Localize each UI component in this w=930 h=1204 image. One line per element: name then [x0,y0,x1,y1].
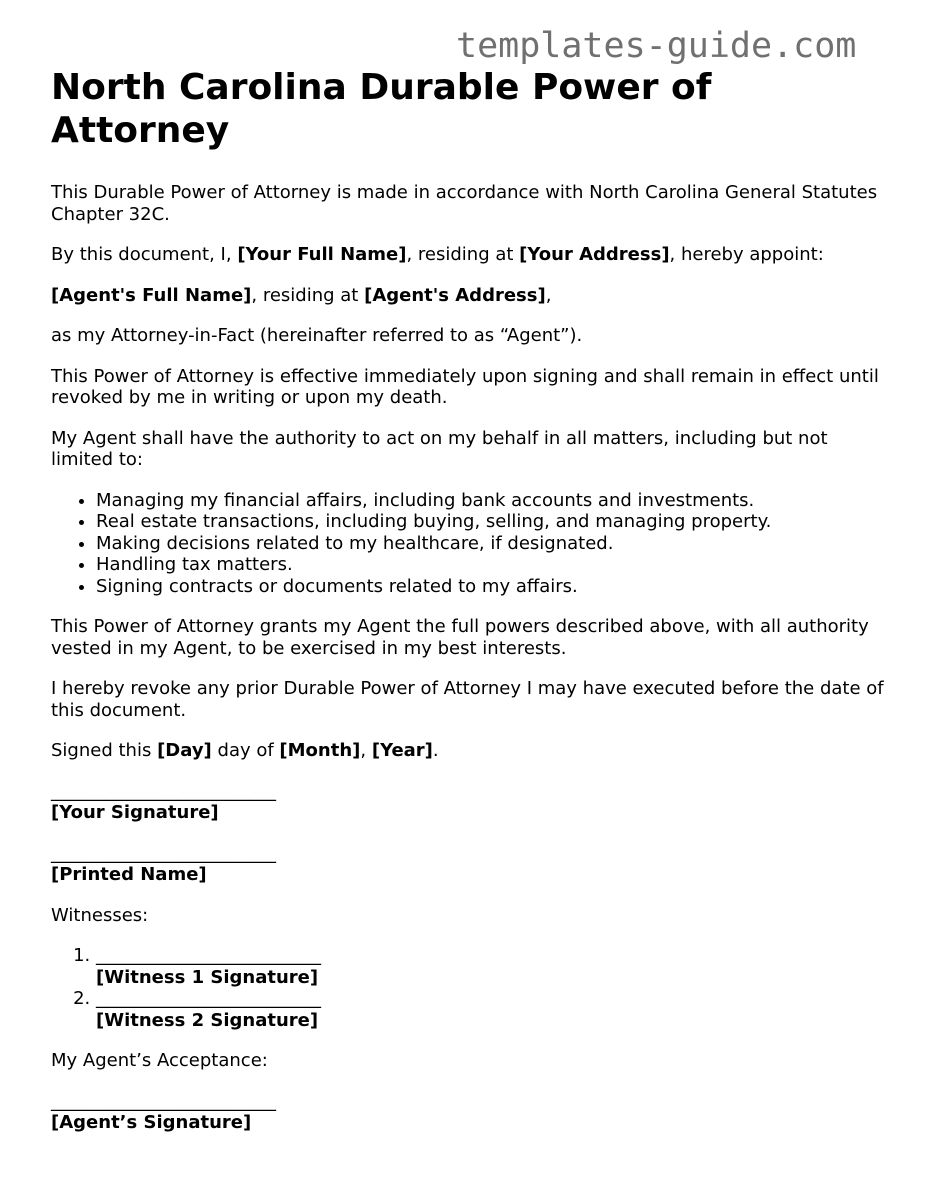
list-item: • Making decisions related to my healthcare, if designated. [96,533,891,555]
revoke-paragraph: I hereby revoke any prior Durable Power of Attorney I may have executed before the date of this document. [51,678,884,721]
printed-name-label: [Printed Name] [51,864,207,885]
agent-middle: , residing at [251,284,365,306]
principal-name-placeholder: [Your Full Name] [237,244,407,265]
signature-line: _________________________ [51,780,276,802]
agent-signature-block [51,1091,891,1134]
your-signature-block [51,781,891,824]
signature-line: _________________________ [51,842,276,864]
signature-line: 1. _________________________ [96,945,321,966]
signed-date-paragraph [51,740,891,762]
grant-paragraph: This Power of Attorney grants my Agent the full powers described above, with all authority vested in my Agent, to be exercised in my best interests. [51,616,869,659]
signature-line: _________________________ [51,1090,276,1112]
agent-signature-label: [Agent’s Signature] [51,1112,252,1133]
effective-paragraph: This Power of Attorney is effective immediately upon signing and shall remain in effect until revoked by me in writing or upon my death. [51,365,879,408]
appoint-middle: , residing at [406,244,520,265]
agent-address-placeholder: [Agent's Address] [364,284,546,306]
powers-list [51,490,891,598]
list-item: • Handling tax matters. [96,554,891,576]
watermark: templates-guide.com [456,26,857,66]
agent-paragraph [51,285,891,307]
signed-middle-1: day of [211,740,280,761]
agent-name-placeholder: [Agent's Full Name] [51,284,252,306]
month-placeholder: [Month] [279,740,361,761]
attorney-in-fact-paragraph: as my Attorney-in-Fact (hereinafter referred to as “Agent”). [51,325,583,346]
witnesses-label: Witnesses: [51,904,149,926]
witnesses-list [51,945,891,1031]
intro-paragraph: This Durable Power of Attorney is made in accordance with North Carolina General Statutes Chapter 32C. [51,182,878,225]
authority-intro-paragraph: My Agent shall have the authority to act on my behalf in all matters, including but not limited to: [51,427,828,470]
acceptance-label: My Agent’s Acceptance: [51,1050,268,1071]
appoint-suffix: , hereby appoint: [669,244,824,265]
day-placeholder: [Day] [157,740,212,761]
year-placeholder: [Year] [371,740,433,761]
printed-name-block [51,843,891,886]
page-title: North Carolina Durable Power of Attorney [51,67,712,151]
signed-middle-2: , [360,740,372,761]
signature-line: 2. _________________________ [96,988,321,1009]
agent-suffix: , [545,284,552,306]
witness-2-signature-label: [Witness 2 Signature] [96,1009,319,1031]
list-item [96,945,891,988]
appoint-prefix: By this document, I, [51,244,238,265]
document-body [51,66,891,1153]
witness-1-signature-label: [Witness 1 Signature] [96,966,319,988]
list-item: • Managing my financial affairs, including bank accounts and investments. [96,490,891,512]
list-item: • Real estate transactions, including buying, selling, and managing property. [96,511,891,533]
signed-suffix: . [432,740,439,761]
principal-address-placeholder: [Your Address] [519,244,670,265]
list-item [96,988,891,1031]
your-signature-label: [Your Signature] [51,802,219,823]
signed-prefix: Signed this [51,740,158,761]
list-item: • Signing contracts or documents related to my affairs. [96,576,891,598]
appointment-paragraph [51,244,891,266]
